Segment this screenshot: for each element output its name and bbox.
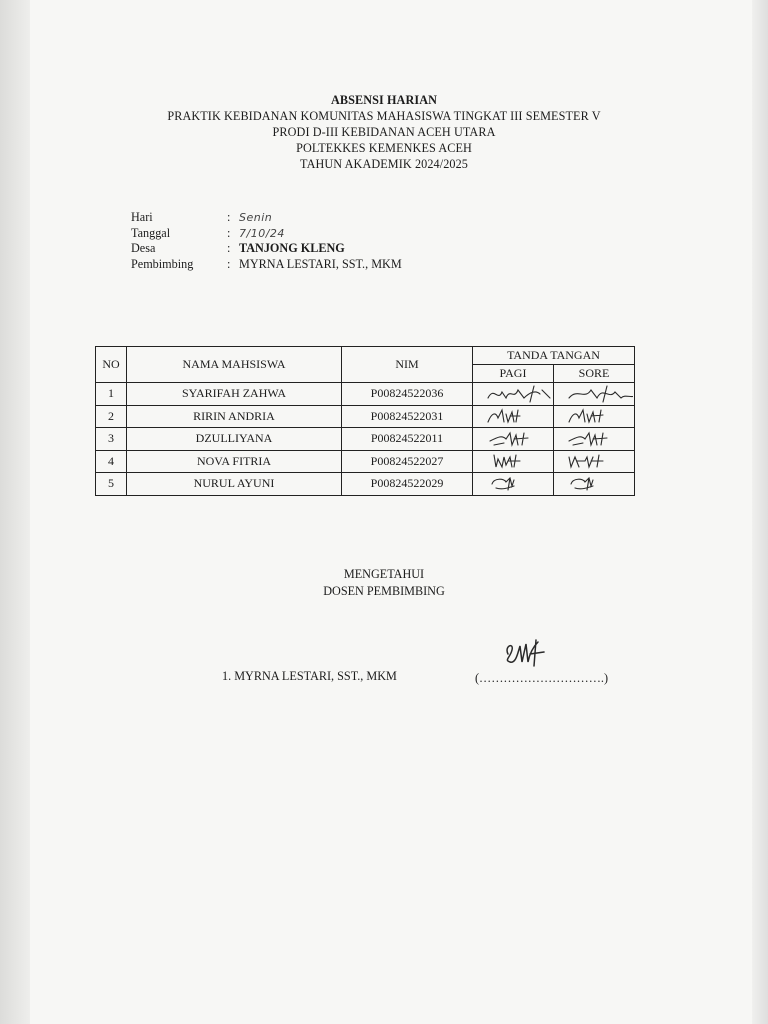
mengetahui-label: MENGETAHUI <box>343 567 425 581</box>
tanggal-label: Tanggal <box>131 225 171 240</box>
header-sore: SORE <box>554 365 635 383</box>
student-name: DZULLIYANA <box>127 428 342 451</box>
row-number: 4 <box>96 450 127 473</box>
header-no: NO <box>96 347 127 383</box>
signature-sore <box>554 383 635 406</box>
signature-pagi <box>473 383 554 406</box>
info-row-hari <box>131 210 402 226</box>
table-row <box>96 450 635 473</box>
handwritten-signature <box>474 429 552 449</box>
student-name: NURUL AYUNI <box>127 473 342 496</box>
signature-pagi <box>473 405 554 428</box>
signature-sore <box>554 473 635 496</box>
header-pagi: PAGI <box>473 365 554 383</box>
info-row-tanggal <box>131 226 402 242</box>
handwritten-signature <box>555 406 633 426</box>
info-row-pembimbing <box>131 257 402 273</box>
header-signature: TANDA TANGAN <box>473 347 635 365</box>
handwritten-signature <box>555 474 633 494</box>
colon: : <box>227 210 231 224</box>
row-number: 5 <box>96 473 127 496</box>
handwritten-signature <box>555 451 633 471</box>
acknowledgement <box>0 566 768 600</box>
header-line-1: PRAKTIK KEBIDANAN KOMUNITAS MAHASISWA TINGKAT III SEMESTER V <box>167 109 601 123</box>
hari-label: Hari <box>131 210 153 224</box>
hari-value: Senin <box>239 211 273 224</box>
student-nim: P00824522011 <box>342 428 473 451</box>
signature-sore <box>554 450 635 473</box>
table-row <box>96 405 635 428</box>
header-line-4: TAHUN AKADEMIK 2024/2025 <box>300 157 468 171</box>
row-number: 3 <box>96 428 127 451</box>
signature-pagi <box>473 450 554 473</box>
info-block <box>131 210 402 272</box>
header-line-2: PRODI D-III KEBIDANAN ACEH UTARA <box>272 125 496 139</box>
dosen-signature-image <box>500 632 550 672</box>
student-name: SYARIFAH ZAHWA <box>127 383 342 406</box>
handwritten-signature <box>555 384 633 404</box>
header-nim: NIM <box>342 347 473 383</box>
student-nim: P00824522029 <box>342 473 473 496</box>
colon: : <box>227 225 231 240</box>
signature-pagi <box>473 428 554 451</box>
dosen-pembimbing-label: DOSEN PEMBIMBING <box>323 584 445 598</box>
handwritten-signature <box>474 451 552 471</box>
table-row <box>96 428 635 451</box>
student-name: NOVA FITRIA <box>127 450 342 473</box>
header-name: NAMA MAHSISWA <box>127 347 342 383</box>
header-line-3: POLTEKKES KEMENKES ACEH <box>296 141 472 155</box>
handwritten-signature <box>474 474 552 494</box>
pembimbing-value: MYRNA LESTARI, SST., MKM <box>239 256 402 271</box>
table-row <box>96 473 635 496</box>
handwritten-signature <box>474 384 552 404</box>
signature-pagi <box>473 473 554 496</box>
table-row <box>96 383 635 406</box>
document-header <box>0 92 768 172</box>
signature-line: (………………………….) <box>475 671 609 685</box>
student-nim: P00824522031 <box>342 405 473 428</box>
student-nim: P00824522036 <box>342 383 473 406</box>
attendance-table <box>95 346 635 496</box>
desa-label: Desa <box>131 241 156 255</box>
info-row-desa <box>131 241 402 257</box>
colon: : <box>227 241 231 255</box>
colon: : <box>227 256 231 271</box>
document-title: ABSENSI HARIAN <box>330 93 438 107</box>
dosen-name: 1. MYRNA LESTARI, SST., MKM <box>222 669 397 683</box>
handwritten-signature <box>555 429 633 449</box>
signature-sore <box>554 405 635 428</box>
desa-value: TANJONG KLENG <box>239 241 345 255</box>
row-number: 1 <box>96 383 127 406</box>
handwritten-signature <box>474 406 552 426</box>
student-name: RIRIN ANDRIA <box>127 405 342 428</box>
pembimbing-label: Pembimbing <box>131 256 194 271</box>
signature-sore <box>554 428 635 451</box>
row-number: 2 <box>96 405 127 428</box>
tanggal-value: 7/10/24 <box>239 226 285 240</box>
student-nim: P00824522027 <box>342 450 473 473</box>
